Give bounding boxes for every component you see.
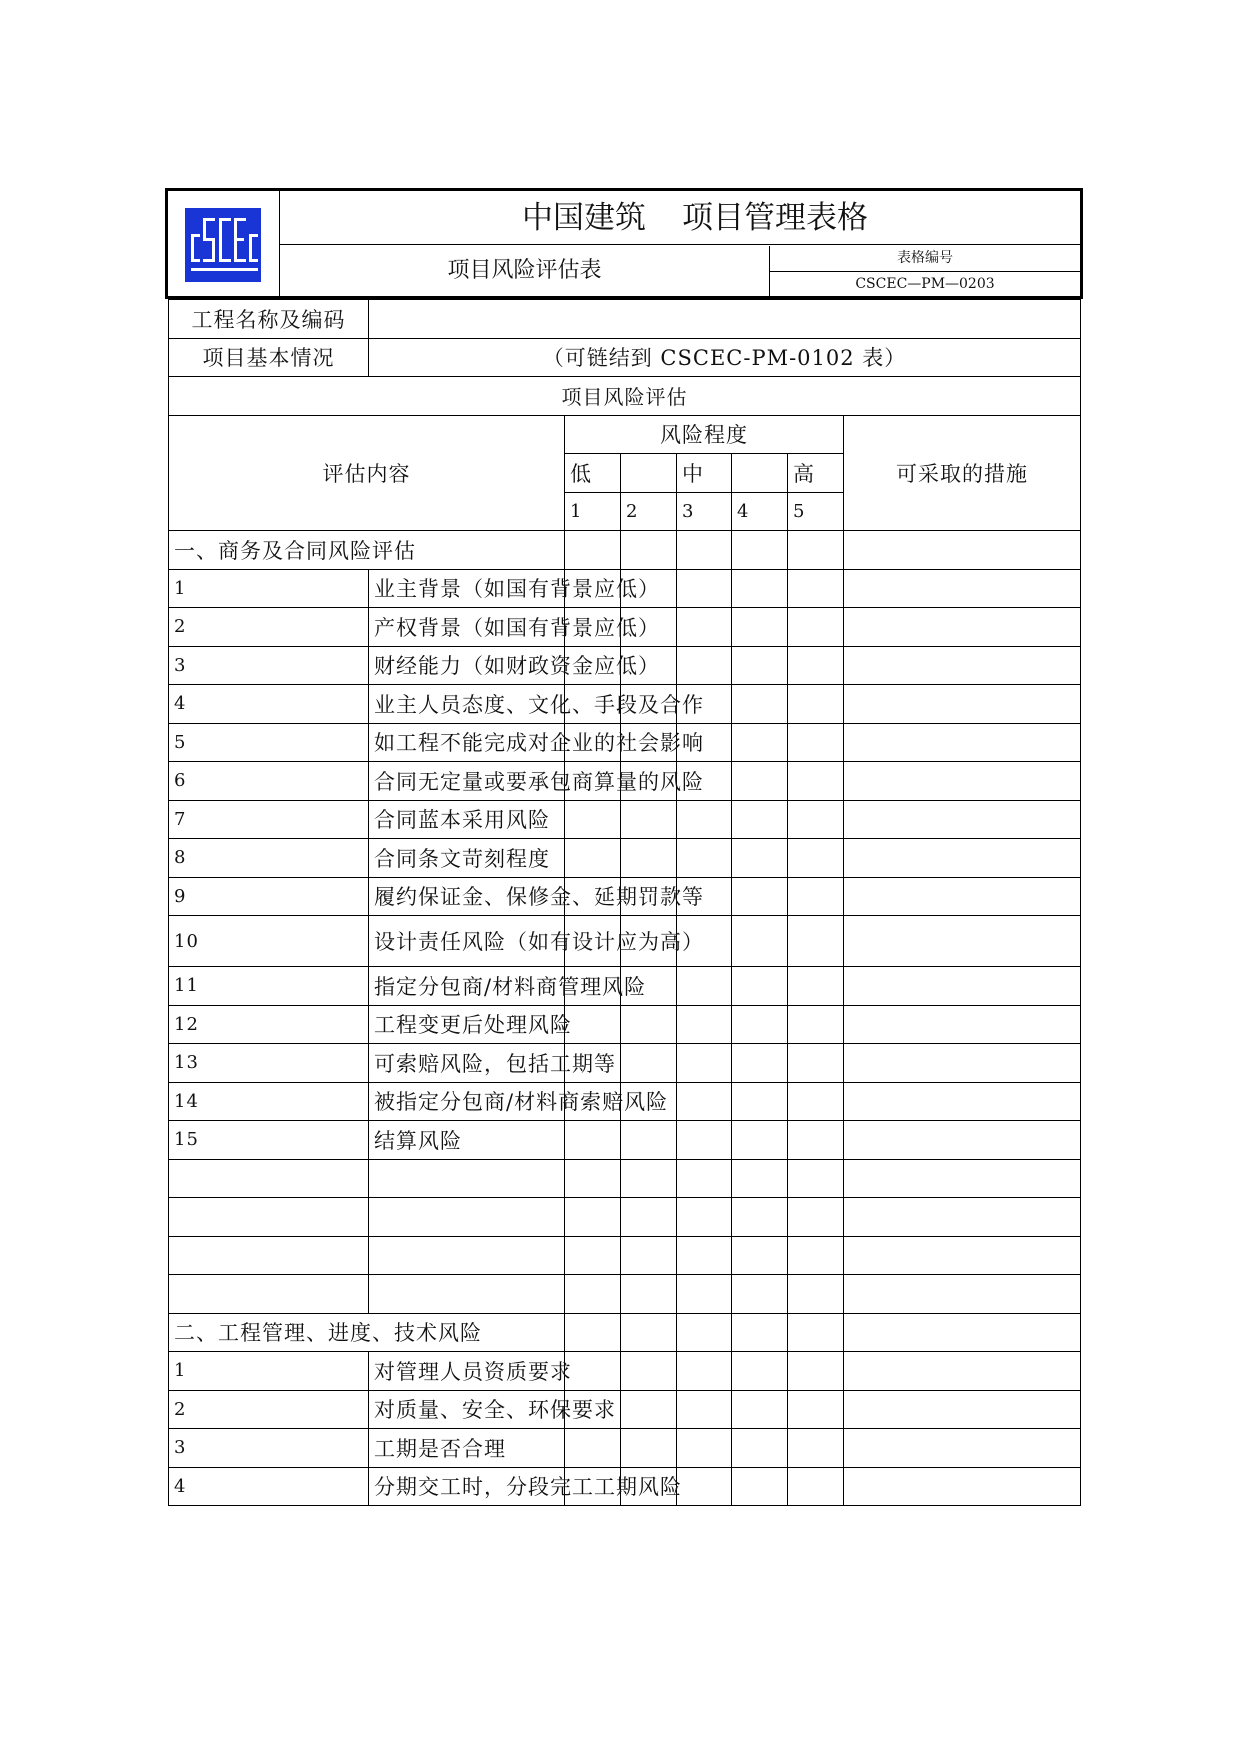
- item-number: 15: [169, 1121, 369, 1160]
- rating-cell-2[interactable]: [621, 1275, 677, 1314]
- rating-cell-5[interactable]: [788, 1236, 844, 1275]
- rating-cell-3[interactable]: [677, 608, 732, 647]
- rating-cell-2[interactable]: [621, 1236, 677, 1275]
- rating-cell-4[interactable]: [732, 877, 788, 916]
- item-text: 合同条文苛刻程度: [369, 839, 565, 878]
- item-number: 9: [169, 877, 369, 916]
- rating-cell-4[interactable]: [732, 646, 788, 685]
- rating-cell-5[interactable]: [788, 1467, 844, 1506]
- rating-cell-3[interactable]: [677, 1044, 732, 1083]
- rating-cell-4[interactable]: [732, 1159, 788, 1198]
- level-5-label: 5: [788, 492, 844, 531]
- rating-cell-4[interactable]: [732, 967, 788, 1006]
- blank-row: [169, 1275, 1081, 1314]
- measure-cell[interactable]: [844, 1005, 1081, 1044]
- measure-cell[interactable]: [844, 1236, 1081, 1275]
- item-number: 14: [169, 1082, 369, 1121]
- rating-cell-5[interactable]: [788, 608, 844, 647]
- rating-cell-2[interactable]: [621, 1313, 677, 1352]
- rating-cell-5[interactable]: [788, 531, 844, 570]
- measure-cell[interactable]: [844, 1467, 1081, 1506]
- item-text: 对管理人员资质要求: [369, 1352, 565, 1391]
- item-text: 结算风险: [369, 1121, 565, 1160]
- item-text: 财经能力（如财政资金应低）: [369, 646, 565, 685]
- group-title-row: [169, 1313, 1081, 1352]
- measure-cell[interactable]: [844, 1352, 1081, 1391]
- project-name-row: [169, 300, 1081, 339]
- table-row: [169, 1352, 1081, 1391]
- measure-cell[interactable]: [844, 1082, 1081, 1121]
- rating-cell-3[interactable]: [677, 1429, 732, 1468]
- level-blank-cell: [621, 454, 677, 493]
- column-header-row-1: [169, 415, 1081, 454]
- rating-cell-5[interactable]: [788, 839, 844, 878]
- table-row: [169, 569, 1081, 608]
- rating-cell-4[interactable]: [732, 800, 788, 839]
- rating-cell-3[interactable]: [677, 1275, 732, 1314]
- rating-cell-1[interactable]: [565, 1198, 621, 1237]
- rating-cell-5[interactable]: [788, 646, 844, 685]
- company-name: 中国建筑: [522, 200, 646, 236]
- measure-cell[interactable]: [844, 685, 1081, 724]
- item-number: 11: [169, 967, 369, 1006]
- risk-level-header: 风险程度: [565, 415, 844, 454]
- project-info-row: [169, 338, 1081, 377]
- rating-cell-4[interactable]: [732, 1390, 788, 1429]
- rating-cell-2[interactable]: [621, 1198, 677, 1237]
- item-number: 2: [169, 608, 369, 647]
- rating-cell-1[interactable]: [565, 839, 621, 878]
- table-row: [169, 1390, 1081, 1429]
- rating-cell-1[interactable]: [565, 1352, 621, 1391]
- rating-cell-2[interactable]: [621, 1352, 677, 1391]
- rating-cell-4[interactable]: [732, 1044, 788, 1083]
- rating-cell-1[interactable]: [565, 1121, 621, 1160]
- rating-cell-1[interactable]: [565, 1159, 621, 1198]
- form-header: [165, 188, 1083, 299]
- rating-cell-3[interactable]: [677, 1236, 732, 1275]
- item-text[interactable]: [369, 1159, 565, 1198]
- rating-cell-2[interactable]: [621, 1005, 677, 1044]
- measure-cell[interactable]: [844, 1159, 1081, 1198]
- rating-cell-5[interactable]: [788, 1390, 844, 1429]
- group-title: 一、商务及合同风险评估: [169, 531, 565, 570]
- rating-cell-5[interactable]: [788, 1313, 844, 1352]
- rating-cell-5[interactable]: [788, 967, 844, 1006]
- cscec-logo: [185, 208, 261, 282]
- measure-cell[interactable]: [844, 839, 1081, 878]
- project-info-label: 项目基本情况: [169, 338, 369, 377]
- rating-cell-4[interactable]: [732, 1005, 788, 1044]
- rating-cell-5[interactable]: [788, 1275, 844, 1314]
- item-text[interactable]: [369, 1236, 565, 1275]
- item-text: 业主人员态度、文化、手段及合作: [369, 685, 565, 724]
- rating-cell-3[interactable]: [677, 531, 732, 570]
- rating-cell-2[interactable]: [621, 1390, 677, 1429]
- section-title: 项目风险评估: [169, 377, 1081, 416]
- item-text[interactable]: [369, 1198, 565, 1237]
- level-blank-cell: [732, 454, 788, 493]
- rating-cell-4[interactable]: [732, 1352, 788, 1391]
- item-number: 5: [169, 723, 369, 762]
- rating-cell-2[interactable]: [621, 1429, 677, 1468]
- rating-cell-5[interactable]: [788, 1044, 844, 1083]
- measure-cell[interactable]: [844, 1121, 1081, 1160]
- project-name-field[interactable]: [369, 300, 1081, 339]
- rating-cell-2[interactable]: [621, 1159, 677, 1198]
- item-text: 产权背景（如国有背景应低）: [369, 608, 565, 647]
- rating-cell-4[interactable]: [732, 762, 788, 801]
- table-row: [169, 1082, 1081, 1121]
- risk-assessment-table: [168, 299, 1081, 1506]
- rating-cell-1[interactable]: [565, 1429, 621, 1468]
- rating-cell-5[interactable]: [788, 1429, 844, 1468]
- high-label: 高: [788, 454, 844, 493]
- table-row: [169, 967, 1081, 1006]
- measure-cell[interactable]: [844, 1313, 1081, 1352]
- item-number: 4: [169, 1467, 369, 1506]
- rating-cell-4[interactable]: [732, 1429, 788, 1468]
- item-number: 7: [169, 800, 369, 839]
- rating-cell-3[interactable]: [677, 1121, 732, 1160]
- rating-cell-3[interactable]: [677, 1313, 732, 1352]
- rating-cell-5[interactable]: [788, 1082, 844, 1121]
- rating-cell-1[interactable]: [565, 1275, 621, 1314]
- level-4-label: 4: [732, 492, 788, 531]
- item-number: 13: [169, 1044, 369, 1083]
- item-text: 合同蓝本采用风险: [369, 800, 565, 839]
- measure-cell[interactable]: [844, 967, 1081, 1006]
- rating-cell-3[interactable]: [677, 1198, 732, 1237]
- rating-cell-2[interactable]: [621, 839, 677, 878]
- item-number: 12: [169, 1005, 369, 1044]
- rating-cell-2[interactable]: [621, 531, 677, 570]
- table-row: [169, 800, 1081, 839]
- form-code-value: CSCEC—PM—0203: [855, 276, 995, 292]
- rating-cell-5[interactable]: [788, 1005, 844, 1044]
- measure-cell[interactable]: [844, 608, 1081, 647]
- rating-cell-3[interactable]: [677, 1005, 732, 1044]
- rating-cell-5[interactable]: [788, 723, 844, 762]
- rating-cell-3[interactable]: [677, 1082, 732, 1121]
- item-number[interactable]: [169, 1275, 369, 1314]
- table-row: [169, 877, 1081, 916]
- content-header: 评估内容: [169, 415, 565, 531]
- measure-cell[interactable]: [844, 723, 1081, 762]
- blank-row: [169, 1198, 1081, 1237]
- item-number[interactable]: [169, 1236, 369, 1275]
- measure-cell[interactable]: [844, 1390, 1081, 1429]
- rating-cell-2[interactable]: [621, 1044, 677, 1083]
- rating-cell-3[interactable]: [677, 800, 732, 839]
- table-row: [169, 1467, 1081, 1506]
- item-text: 工程变更后处理风险: [369, 1005, 565, 1044]
- table-row: [169, 1121, 1081, 1160]
- rating-cell-4[interactable]: [732, 723, 788, 762]
- blank-row: [169, 1159, 1081, 1198]
- rating-cell-4[interactable]: [732, 1236, 788, 1275]
- rating-cell-4[interactable]: [732, 839, 788, 878]
- low-label: 低: [565, 454, 621, 493]
- item-text: 合同无定量或要承包商算量的风险: [369, 762, 565, 801]
- form-title: [280, 191, 1080, 245]
- rating-cell-1[interactable]: [565, 1005, 621, 1044]
- table-row: [169, 1429, 1081, 1468]
- rating-cell-4[interactable]: [732, 1313, 788, 1352]
- measure-cell[interactable]: [844, 1429, 1081, 1468]
- item-text: 履约保证金、保修金、延期罚款等: [369, 877, 565, 916]
- item-text: 分期交工时，分段完工工期风险: [369, 1467, 565, 1506]
- table-row: [169, 762, 1081, 801]
- measure-cell[interactable]: [844, 762, 1081, 801]
- table-row: [169, 685, 1081, 724]
- group-title-row: [169, 531, 1081, 570]
- project-name-label: 工程名称及编码: [169, 300, 369, 339]
- rating-cell-2[interactable]: [621, 1121, 677, 1160]
- rating-cell-5[interactable]: [788, 569, 844, 608]
- rating-cell-5[interactable]: [788, 1121, 844, 1160]
- level-1-label: 1: [565, 492, 621, 531]
- item-number[interactable]: [169, 1159, 369, 1198]
- section-title-row: [169, 377, 1081, 416]
- logo-cell: [168, 191, 280, 296]
- rating-cell-4[interactable]: [732, 608, 788, 647]
- blank-row: [169, 1236, 1081, 1275]
- item-text: 可索赔风险，包括工期等: [369, 1044, 565, 1083]
- rating-cell-5[interactable]: [788, 1198, 844, 1237]
- rating-cell-3[interactable]: [677, 646, 732, 685]
- table-row: [169, 646, 1081, 685]
- rating-cell-5[interactable]: [788, 1352, 844, 1391]
- form-category: 项目管理表格: [682, 200, 868, 236]
- rating-cell-2[interactable]: [621, 800, 677, 839]
- rating-cell-4[interactable]: [732, 1467, 788, 1506]
- item-number: 6: [169, 762, 369, 801]
- level-3-label: 3: [677, 492, 732, 531]
- rating-cell-3[interactable]: [677, 569, 732, 608]
- rating-cell-4[interactable]: [732, 1082, 788, 1121]
- measure-cell[interactable]: [844, 1198, 1081, 1237]
- rating-cell-4[interactable]: [732, 569, 788, 608]
- measure-cell[interactable]: [844, 916, 1081, 967]
- rating-cell-1[interactable]: [565, 800, 621, 839]
- measure-cell[interactable]: [844, 531, 1081, 570]
- rating-cell-4[interactable]: [732, 685, 788, 724]
- table-row: [169, 1005, 1081, 1044]
- rating-cell-1[interactable]: [565, 1313, 621, 1352]
- rating-cell-1[interactable]: [565, 1236, 621, 1275]
- rating-cell-1[interactable]: [565, 531, 621, 570]
- item-text: 业主背景（如国有背景应低）: [369, 569, 565, 608]
- measure-cell[interactable]: [844, 877, 1081, 916]
- rating-cell-5[interactable]: [788, 916, 844, 967]
- rating-cell-5[interactable]: [788, 685, 844, 724]
- rating-cell-4[interactable]: [732, 916, 788, 967]
- form-name: 项目风险评估表: [280, 246, 770, 296]
- rating-cell-4[interactable]: [732, 1121, 788, 1160]
- item-text[interactable]: [369, 1275, 565, 1314]
- level-2-label: 2: [621, 492, 677, 531]
- item-text: 被指定分包商/材料商索赔风险: [369, 1082, 565, 1121]
- item-number: 1: [169, 1352, 369, 1391]
- measure-cell[interactable]: [844, 569, 1081, 608]
- rating-cell-4[interactable]: [732, 531, 788, 570]
- form-code-label: 表格编号: [770, 246, 1080, 272]
- rating-cell-3[interactable]: [677, 839, 732, 878]
- item-number: 1: [169, 569, 369, 608]
- item-number: 4: [169, 685, 369, 724]
- project-info-field[interactable]: （可链结到 CSCEC-PM-0102 表）: [369, 338, 1081, 377]
- table-row: [169, 1044, 1081, 1083]
- item-number: 2: [169, 1390, 369, 1429]
- item-number: 8: [169, 839, 369, 878]
- rating-cell-5[interactable]: [788, 762, 844, 801]
- rating-cell-3[interactable]: [677, 1390, 732, 1429]
- item-number: 3: [169, 646, 369, 685]
- rating-cell-3[interactable]: [677, 1352, 732, 1391]
- item-number: 3: [169, 1429, 369, 1468]
- rating-cell-3[interactable]: [677, 1467, 732, 1506]
- rating-cell-3[interactable]: [677, 1159, 732, 1198]
- measure-cell[interactable]: [844, 646, 1081, 685]
- rating-cell-5[interactable]: [788, 877, 844, 916]
- table-row: [169, 916, 1081, 967]
- table-row: [169, 723, 1081, 762]
- item-number[interactable]: [169, 1198, 369, 1237]
- rating-cell-5[interactable]: [788, 800, 844, 839]
- group-title: 二、工程管理、进度、技术风险: [169, 1313, 565, 1352]
- item-text: 工期是否合理: [369, 1429, 565, 1468]
- rating-cell-4[interactable]: [732, 1198, 788, 1237]
- measure-cell[interactable]: [844, 1275, 1081, 1314]
- rating-cell-4[interactable]: [732, 1275, 788, 1314]
- measure-cell[interactable]: [844, 1044, 1081, 1083]
- measures-header: 可采取的措施: [844, 415, 1081, 531]
- rating-cell-5[interactable]: [788, 1159, 844, 1198]
- table-row: [169, 608, 1081, 647]
- item-text: 如工程不能完成对企业的社会影响: [369, 723, 565, 762]
- item-number: 10: [169, 916, 369, 967]
- rating-cell-3[interactable]: [677, 967, 732, 1006]
- mid-label: 中: [677, 454, 732, 493]
- table-row: [169, 839, 1081, 878]
- item-text: 对质量、安全、环保要求: [369, 1390, 565, 1429]
- item-text: 设计责任风险（如有设计应为高）: [369, 916, 565, 967]
- measure-cell[interactable]: [844, 800, 1081, 839]
- item-text: 指定分包商/材料商管理风险: [369, 967, 565, 1006]
